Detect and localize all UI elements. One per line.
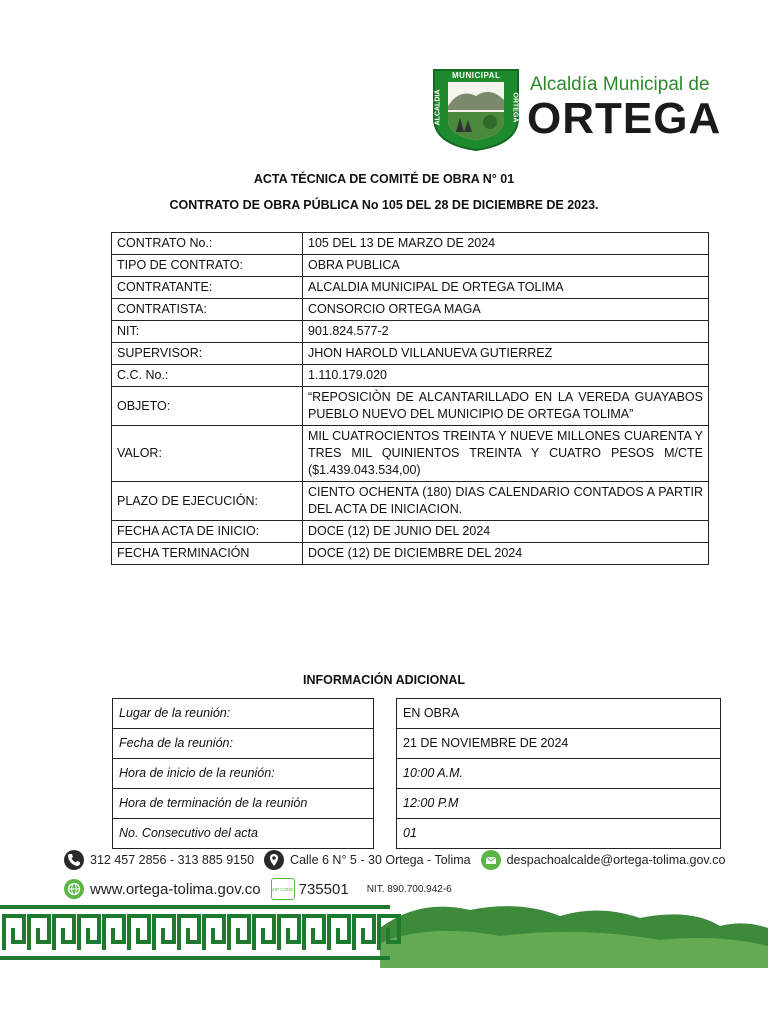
globe-icon — [64, 879, 84, 899]
table-row — [112, 299, 709, 321]
info-label: Fecha de la reunión: — [113, 729, 374, 759]
row-value: DOCE (12) DE JUNIO DEL 2024 — [303, 521, 709, 543]
footer-contact-row — [64, 850, 725, 870]
nit-number: NIT. 890.700.942-6 — [366, 883, 452, 895]
location-icon — [264, 850, 284, 870]
greek-key-motif — [29, 916, 49, 950]
info-label: No. Consecutivo del acta — [113, 819, 374, 849]
table-row — [112, 365, 709, 387]
logo-line1: Alcaldía Municipal de — [530, 74, 710, 95]
row-value: DOCE (12) DE DICIEMBRE DEL 2024 — [303, 543, 709, 565]
info-values-table — [396, 698, 721, 849]
header-logo — [430, 66, 750, 156]
row-label: NIT: — [112, 321, 303, 343]
greek-key-motif — [79, 916, 99, 950]
info-value: EN OBRA — [397, 699, 721, 729]
logo-line2: ORTEGA — [527, 94, 722, 143]
row-value: 901.824.577-2 — [303, 321, 709, 343]
greek-key-border — [0, 898, 768, 968]
info-label: Hora de terminación de la reunión — [113, 789, 374, 819]
row-label: CONTRATISTA: — [112, 299, 303, 321]
row-label: FECHA TERMINACIÓN — [112, 543, 303, 565]
table-row — [113, 759, 374, 789]
shield-right-text: ORTEGA — [511, 92, 519, 123]
info-label: Lugar de la reunión: — [113, 699, 374, 729]
greek-key-motif — [104, 916, 124, 950]
zip-code-icon — [271, 878, 295, 900]
table-row — [112, 321, 709, 343]
greek-key-motif — [229, 916, 249, 950]
row-label: C.C. No.: — [112, 365, 303, 387]
email-link[interactable]: despachoalcalde@ortega-tolima.gov.co — [506, 853, 726, 867]
email-icon — [481, 850, 501, 870]
shield-top-text: MUNICIPAL — [452, 71, 501, 80]
row-value: ALCALDIA MUNICIPAL DE ORTEGA TOLIMA — [303, 277, 709, 299]
table-row — [113, 729, 374, 759]
table-row — [112, 233, 709, 255]
contract-table — [111, 232, 709, 565]
table-row — [112, 482, 709, 521]
greek-key-motif — [4, 916, 24, 950]
greek-key-motif — [254, 916, 274, 950]
footer-web-row — [64, 878, 452, 900]
greek-key-motif — [54, 916, 74, 950]
table-row — [112, 543, 709, 565]
info-labels-table — [112, 698, 374, 849]
row-label: CONTRATO No.: — [112, 233, 303, 255]
info-value: 12:00 P.M — [397, 789, 721, 819]
row-value: JHON HAROLD VILLANUEVA GUTIERREZ — [303, 343, 709, 365]
greek-key-motif — [304, 916, 324, 950]
greek-key-motif — [204, 916, 224, 950]
row-label: OBJETO: — [112, 387, 303, 426]
address: Calle 6 N° 5 - 30 Ortega - Tolima — [290, 853, 471, 867]
row-label: FECHA ACTA DE INICIO: — [112, 521, 303, 543]
row-label: PLAZO DE EJECUCIÓN: — [112, 482, 303, 521]
table-row — [112, 255, 709, 277]
greek-key-motif — [129, 916, 149, 950]
info-value: 10:00 A.M. — [397, 759, 721, 789]
row-value: MIL CUATROCIENTOS TREINTA Y NUEVE MILLONES CUARENTA Y TRES MIL QUINIENTOS TREINTA Y CUATRO PESOS M/CTE ($1.439.043.534,00) — [303, 426, 709, 482]
zip-code: 735501 — [298, 880, 349, 898]
shield-left-text: ALCALDIA — [434, 89, 442, 126]
website-link[interactable]: www.ortega-tolima.gov.co — [90, 880, 261, 898]
info-label: Hora de inicio de la reunión: — [113, 759, 374, 789]
document-title: ACTA TÉCNICA DE COMITÉ DE OBRA N° 01 — [253, 172, 515, 186]
table-row — [397, 729, 721, 759]
phone-numbers: 312 457 2856 - 313 885 9150 — [90, 853, 255, 867]
table-row — [112, 343, 709, 365]
row-value: 1.110.179.020 — [303, 365, 709, 387]
row-value: CIENTO OCHENTA (180) DIAS CALENDARIO CONTADOS A PARTIR DEL ACTA DE INICIACION. — [303, 482, 709, 521]
table-row — [112, 277, 709, 299]
row-label: SUPERVISOR: — [112, 343, 303, 365]
table-row — [397, 759, 721, 789]
row-value: OBRA PUBLICA — [303, 255, 709, 277]
info-value: 21 DE NOVIEMBRE DE 2024 — [397, 729, 721, 759]
table-row — [397, 789, 721, 819]
info-value: 01 — [397, 819, 721, 849]
table-row — [397, 699, 721, 729]
table-row — [113, 819, 374, 849]
table-row — [113, 699, 374, 729]
table-row — [112, 387, 709, 426]
row-label: TIPO DE CONTRATO: — [112, 255, 303, 277]
row-label: CONTRATANTE: — [112, 277, 303, 299]
table-row — [113, 789, 374, 819]
greek-key-motif — [354, 916, 374, 950]
table-row — [397, 819, 721, 849]
greek-key-motif — [154, 916, 174, 950]
info-section-title: INFORMACIÓN ADICIONAL — [302, 673, 466, 687]
document-subtitle: CONTRATO DE OBRA PÚBLICA No 105 DEL 28 DE DICIEMBRE DE 2023. — [169, 198, 599, 212]
table-row — [112, 521, 709, 543]
row-label: VALOR: — [112, 426, 303, 482]
greek-key-motif — [329, 916, 349, 950]
row-value: CONSORCIO ORTEGA MAGA — [303, 299, 709, 321]
zip-code-label: ZIP CODE — [272, 886, 294, 892]
phone-icon — [64, 850, 84, 870]
greek-key-motif — [179, 916, 199, 950]
row-value: “REPOSICIÒN DE ALCANTARILLADO EN LA VEREDA GUAYABOS PUEBLO NUEVO DEL MUNICIPIO DE ORTEGA TOLIMA” — [303, 387, 709, 426]
greek-key-motif — [279, 916, 299, 950]
table-row — [112, 426, 709, 482]
row-value: 105 DEL 13 DE MARZO DE 2024 — [303, 233, 709, 255]
